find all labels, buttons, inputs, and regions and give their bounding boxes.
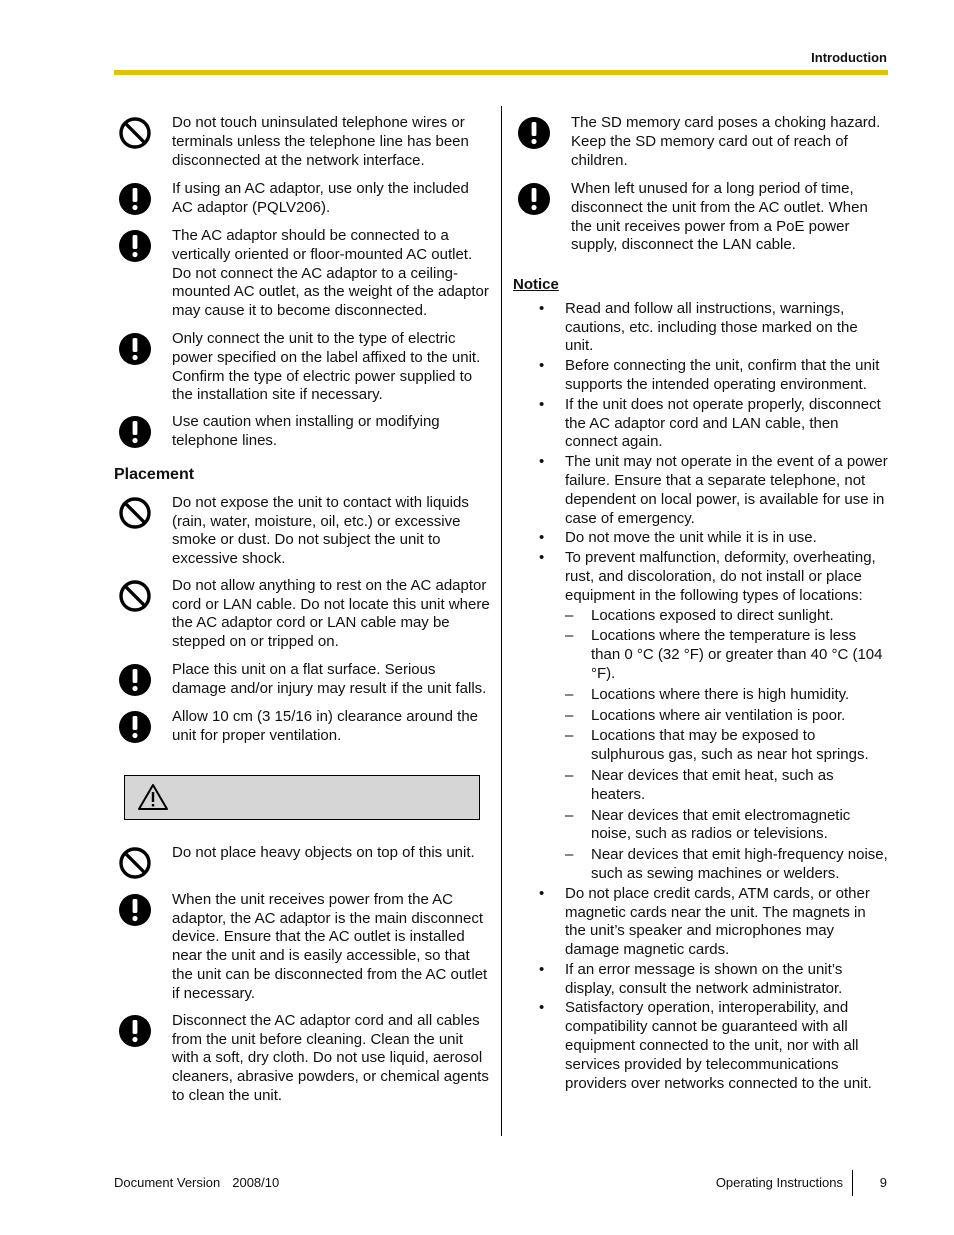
location-text: Near devices that emit high-frequency noise, such as sewing machines or welders.	[591, 846, 888, 882]
warning-text: When left unused for a long period of time, disconnect the unit from the AC outlet. When the unit receives power from a PoE power supply, disconnect the LAN cable.	[571, 180, 868, 254]
placement-item	[114, 708, 492, 748]
mandatory-icon	[118, 332, 152, 366]
location-text: Locations where there is high humidity.	[591, 685, 850, 703]
bullet-mark: •	[539, 357, 545, 375]
placement-item	[114, 661, 492, 701]
mandatory-icon	[517, 182, 551, 216]
location-text: Locations that may be exposed to sulphurous gas, such as near hot springs.	[591, 727, 869, 764]
mandatory-icon	[517, 116, 551, 150]
warning-triangle-icon	[137, 783, 169, 811]
location-item	[565, 627, 889, 683]
warning-item	[114, 227, 492, 322]
caution-text: Do not place heavy objects on top of this unit.	[172, 843, 475, 861]
dash-mark: –	[565, 685, 574, 703]
notice-text: Do not move the unit while it is in use.	[565, 529, 817, 547]
location-text: Locations where the temperature is less than 0 °C (32 °F) or greater than 40 °C (104 °F).	[591, 627, 883, 682]
placement-text: Do not allow anything to rest on the AC adaptor cord or LAN cable. Do not locate this unit where the AC adaptor cord or LAN cable may be stepped on or tripped on.	[172, 576, 490, 651]
caution-item	[114, 891, 492, 1005]
warning-text: Only connect the unit to the type of electric power specified on the label affixed to the unit. Confirm the type of electric power supplied to the installation site if necessary.	[172, 330, 481, 404]
placement-text: Place this unit on a flat surface. Serious damage and/or injury may result if the unit falls.	[172, 660, 487, 697]
caution-text: When the unit receives power from the AC adaptor, the AC adaptor is the main disconnect device. Ensure that the AC outlet is installed near the unit and is easily accessible, so that the unit can be disconnected from the AC outlet if necessary.	[172, 890, 488, 1002]
location-item	[565, 727, 889, 765]
notice-text: Satisfactory operation, interoperability, and compatibility cannot be guaranteed with all equipment connected to the unit, nor with all services provided by telecommunications providers over networks connected to the unit.	[565, 999, 872, 1092]
location-item	[565, 607, 889, 626]
page-number: 9	[879, 1175, 887, 1190]
warning-text: If using an AC adaptor, use only the included AC adaptor (PQLV206).	[172, 180, 469, 216]
notice-text: Do not place credit cards, ATM cards, or other magnetic cards near the unit. The magnets in the unit’s speaker and microphones may damage magnetic cards.	[565, 884, 870, 959]
footer-doc-version	[114, 1175, 279, 1190]
location-item	[565, 846, 889, 884]
notice-item	[513, 999, 889, 1093]
mandatory-icon	[118, 710, 152, 744]
notice-item	[513, 453, 889, 528]
notice-text: The unit may not operate in the event of a power failure. Ensure that a separate telephone, not dependent on local power, is available for use in case of emergency.	[565, 453, 888, 527]
warning-item	[114, 114, 492, 173]
bullet-mark: •	[539, 453, 545, 471]
dash-mark: –	[565, 606, 574, 624]
caution-item	[114, 844, 492, 885]
location-text: Near devices that emit electromagnetic noise, such as radios or televisions.	[591, 806, 851, 843]
bullet-mark: •	[539, 299, 545, 317]
mandatory-icon	[118, 415, 152, 449]
notice-text: Read and follow all instructions, warnings, cautions, etc. including those marked on the unit.	[565, 299, 858, 355]
header-title: Introduction	[811, 50, 887, 65]
mandatory-icon	[118, 893, 152, 927]
notice-item	[513, 961, 889, 999]
warning-text: Do not touch uninsulated telephone wires or terminals unless the telephone line has been disconnected at the network interface.	[172, 114, 469, 169]
location-item	[565, 767, 889, 805]
caution-banner	[124, 775, 480, 820]
bullet-mark: •	[539, 529, 545, 547]
left-column	[114, 114, 492, 1107]
notice-list	[513, 300, 889, 1094]
placement-text: Allow 10 cm (3 15/16 in) clearance around the unit for proper ventilation.	[172, 707, 479, 744]
location-item	[565, 707, 889, 726]
notice-item	[513, 549, 889, 884]
location-text: Near devices that emit heat, such as heaters.	[591, 766, 834, 803]
bullet-mark: •	[539, 549, 545, 567]
location-text: Locations where air ventilation is poor.	[591, 706, 846, 724]
notice-heading: Notice	[513, 276, 559, 293]
notice-item	[513, 300, 889, 356]
notice-item	[513, 396, 889, 452]
bullet-mark: •	[539, 960, 545, 978]
dash-mark: –	[565, 846, 574, 864]
notice-text: Before connecting the unit, confirm that the unit supports the intended operating environment.	[565, 357, 880, 393]
warning-item	[513, 114, 889, 173]
warning-text: The SD memory card poses a choking hazard. Keep the SD memory card out of reach of children.	[571, 114, 881, 169]
mandatory-icon	[118, 229, 152, 263]
doc-version-label: Document Version	[114, 1175, 221, 1190]
warning-item	[114, 180, 492, 227]
bullet-mark: •	[539, 999, 545, 1017]
prohibition-icon	[118, 846, 152, 880]
warning-text: Use caution when installing or modifying telephone lines.	[172, 413, 440, 449]
prohibition-icon	[118, 496, 152, 530]
dash-mark: –	[565, 706, 574, 724]
dash-mark: –	[565, 806, 574, 824]
notice-item	[513, 357, 889, 395]
notice-text: To prevent malfunction, deformity, overheating, rust, and discoloration, do not install or place equipment in the following types of locations:	[565, 549, 876, 604]
location-list	[565, 607, 889, 884]
caution-text: Disconnect the AC adaptor cord and all cables from the unit before cleaning. Clean the unit with a soft, dry cloth. Do not use liquid, aerosol cleaners, abrasive powders, or chemical agents to clean the unit.	[172, 1011, 489, 1104]
warning-item	[114, 330, 492, 406]
footer-manual-name: Operating Instructions	[715, 1175, 843, 1190]
warning-item	[513, 180, 889, 256]
bullet-mark: •	[539, 395, 545, 413]
placement-text: Do not expose the unit to contact with liquids (rain, water, moisture, oil, etc.) or excessive smoke or dust. Do not subject the unit to excessive shock.	[172, 493, 469, 568]
mandatory-icon	[118, 1014, 152, 1048]
location-text: Locations exposed to direct sunlight.	[591, 606, 834, 624]
caution-item	[114, 1012, 492, 1107]
dash-mark: –	[565, 727, 574, 745]
location-item	[565, 686, 889, 705]
placement-heading: Placement	[114, 466, 195, 483]
dash-mark: –	[565, 766, 574, 784]
footer-separator	[852, 1170, 853, 1196]
header-rule	[114, 70, 888, 75]
warning-item	[114, 413, 492, 453]
warning-text: The AC adaptor should be connected to a vertically oriented or floor-mounted AC outlet. Do not connect the AC adaptor to a ceiling-mounted AC outlet, as the weight of the adaptor may cause it to become disconnected.	[172, 227, 489, 320]
doc-version-value: 2008/10	[232, 1175, 280, 1190]
mandatory-icon	[118, 663, 152, 697]
notice-item	[513, 529, 889, 548]
notice-text: If an error message is shown on the unit’s display, consult the network administrator.	[565, 960, 843, 997]
location-item	[565, 807, 889, 845]
notice-text: If the unit does not operate properly, disconnect the AC adaptor cord and LAN cable, then connect again.	[565, 395, 881, 451]
notice-item	[513, 885, 889, 960]
placement-item	[114, 494, 492, 570]
dash-mark: –	[565, 627, 574, 645]
column-divider	[501, 106, 502, 1136]
bullet-mark: •	[539, 884, 545, 902]
right-column	[513, 114, 889, 1093]
prohibition-icon	[118, 116, 152, 150]
placement-item	[114, 577, 492, 653]
mandatory-icon	[118, 182, 152, 216]
prohibition-icon	[118, 579, 152, 613]
